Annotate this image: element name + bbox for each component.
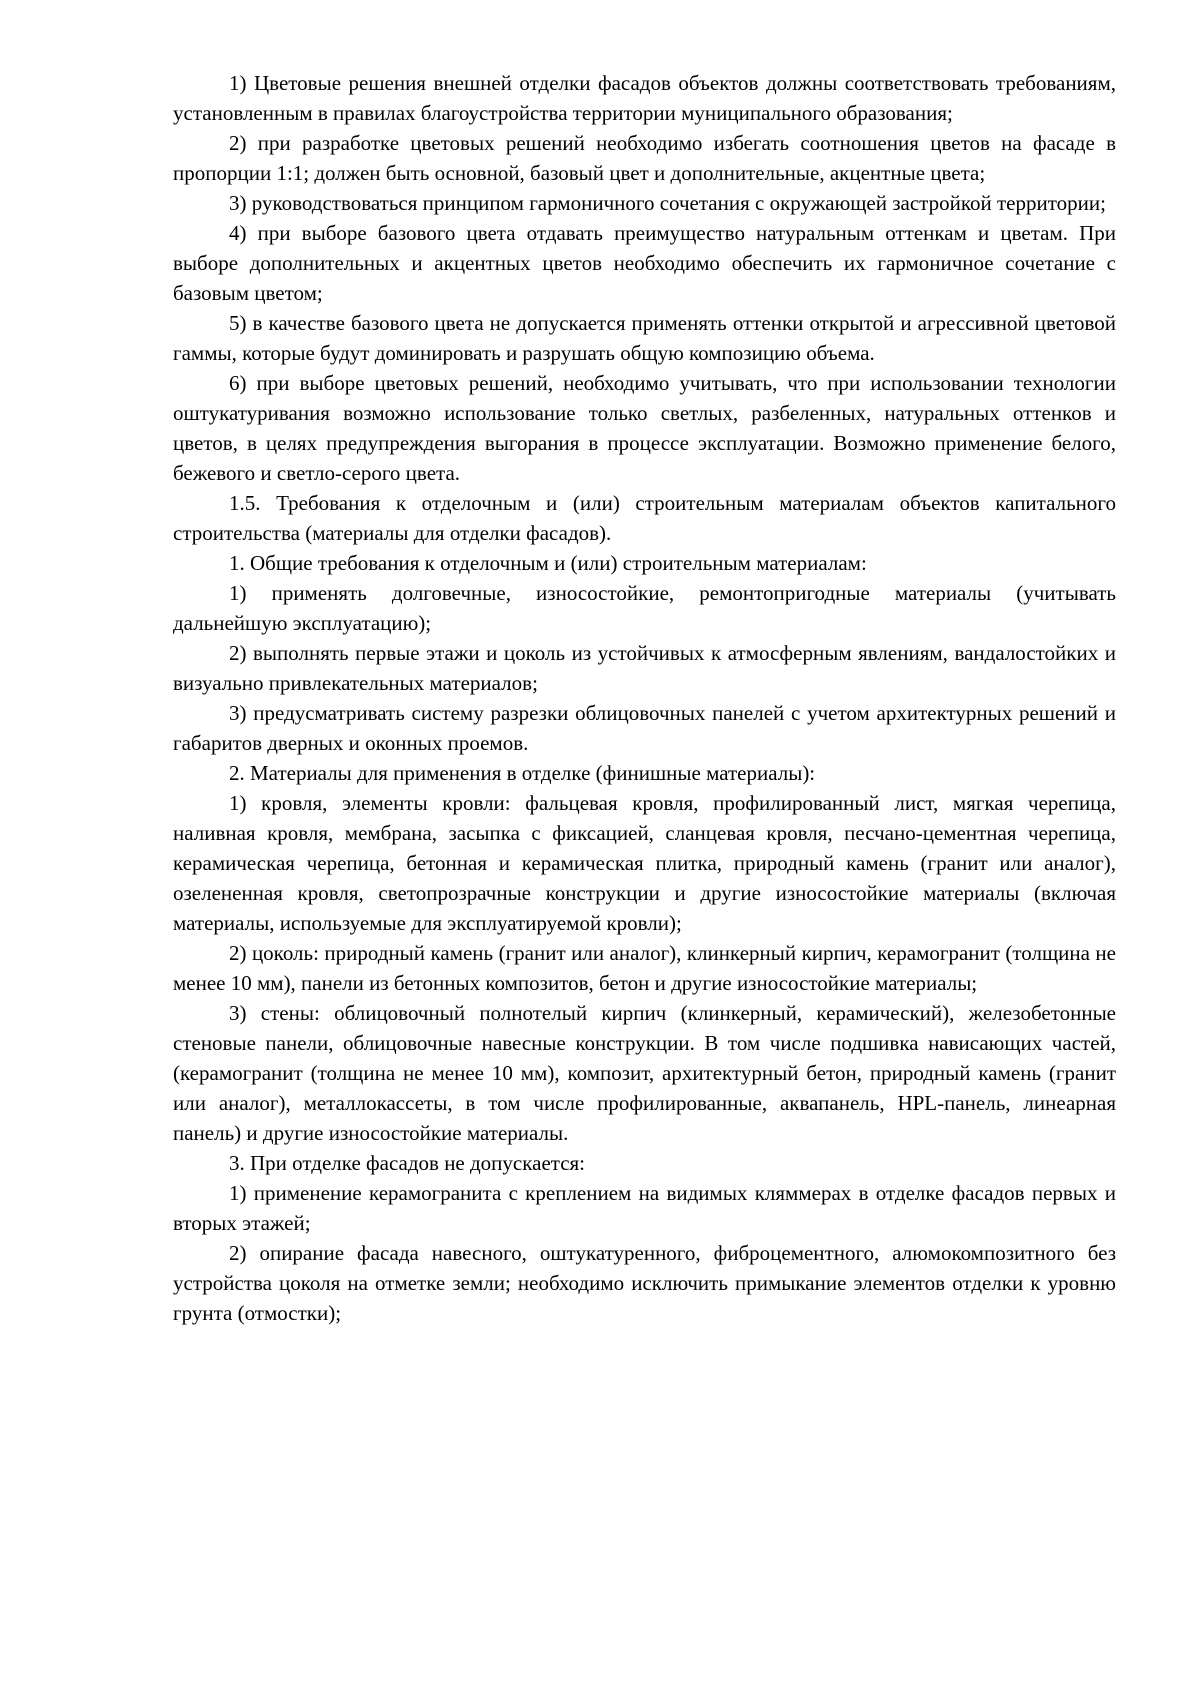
paragraph-ground-floors: 2) выполнять первые этажи и цоколь из устойчивых к атмосферным явлениям, вандалостойких и визуально привлекательных материалов; [173, 641, 1116, 695]
paragraph-harmony-principle: 3) руководствоваться принципом гармоничного сочетания с окружающей застройкой территории; [229, 191, 1106, 215]
paragraph-roofing: 1) кровля, элементы кровли: фальцевая кровля, профилированный лист, мягкая черепица, наливная кровля, мембрана, засыпка с фиксацией, сланцевая кровля, песчано-цементная черепица, керамическая черепица, бетонная и керамическая плитка, природный камень (гранит или аналог), озелененная кровля, светопрозрачные конструкции и другие износостойкие материалы (включая материалы, используемые для эксплуатируемой кровли); [173, 791, 1116, 935]
paragraph-base-color-choice: 4) при выборе базового цвета отдавать преимущество натуральным оттенкам и цветам. При выборе дополнительных и акцентных цветов необходимо обеспечить их гармоничное сочетание с базовым цветом; [173, 221, 1116, 305]
document-body [173, 68, 1116, 1328]
paragraph-section-1-5: 1.5. Требования к отделочным и (или) строительным материалам объектов капитального строительства (материалы для отделки фасадов). [173, 491, 1116, 545]
paragraph-finish-materials: 2. Материалы для применения в отделке (финишные материалы): [229, 761, 816, 785]
paragraph-visible-clamps: 1) применение керамогранита с креплением на видимых кляммерах в отделке фасадов первых и вторых этажей; [173, 1181, 1116, 1235]
paragraph-aggressive-colors: 5) в качестве базового цвета не допускается применять оттенки открытой и агрессивной цветовой гаммы, которые будут доминировать и разрушать общую композицию объема. [173, 311, 1116, 365]
paragraph-prohibited: 3. При отделке фасадов не допускается: [229, 1151, 586, 1175]
paragraph-facade-support: 2) опирание фасада навесного, оштукатуренного, фиброцементного, алюмокомпозитного без устройства цоколя на отметке земли; необходимо исключить примыкание элементов отделки к уровню грунта (отмостки); [173, 1241, 1116, 1325]
paragraph-plinth: 2) цоколь: природный камень (гранит или аналог), клинкерный кирпич, керамогранит (толщина не менее 10 мм), панели из бетонных композитов, бетон и другие износостойкие материалы; [173, 941, 1116, 995]
paragraph-plaster-colors: 6) при выборе цветовых решений, необходимо учитывать, что при использовании технологии оштукатуривания возможно использование только светлых, разбеленных, натуральных оттенков и цветов, в целях предупреждения выгорания в процессе эксплуатации. Возможно применение белого, бежевого и светло-серого цвета. [173, 371, 1116, 485]
paragraph-general-requirements: 1. Общие требования к отделочным и (или) строительным материалам: [229, 551, 867, 575]
paragraph-walls: 3) стены: облицовочный полнотелый кирпич (клинкерный, керамический), железобетонные стеновые панели, облицовочные навесные конструкции. В том числе подшивка нависающих частей, (керамогранит (толщина не менее 10 мм), композит, архитектурный бетон, природный камень (гранит или аналог), металлокассеты, в том числе профилированные, аквапанель, HPL-панель, линеарная панель) и другие износостойкие материалы. [173, 1001, 1116, 1145]
paragraph-panel-layout: 3) предусматривать систему разрезки облицовочных панелей с учетом архитектурных решений и габаритов дверных и оконных проемов. [173, 701, 1116, 755]
paragraph-color-proportion: 2) при разработке цветовых решений необходимо избегать соотношения цветов на фасаде в пропорции 1:1; должен быть основной, базовый цвет и дополнительные, акцентные цвета; [173, 131, 1116, 185]
paragraph-durable-materials: 1) применять долговечные, износостойкие, ремонтопригодные материалы (учитывать дальнейшую эксплуатацию); [173, 581, 1116, 635]
paragraph-color-requirements: 1) Цветовые решения внешней отделки фасадов объектов должны соответствовать требованиям, установленным в правилах благоустройства территории муниципального образования; [173, 71, 1116, 125]
